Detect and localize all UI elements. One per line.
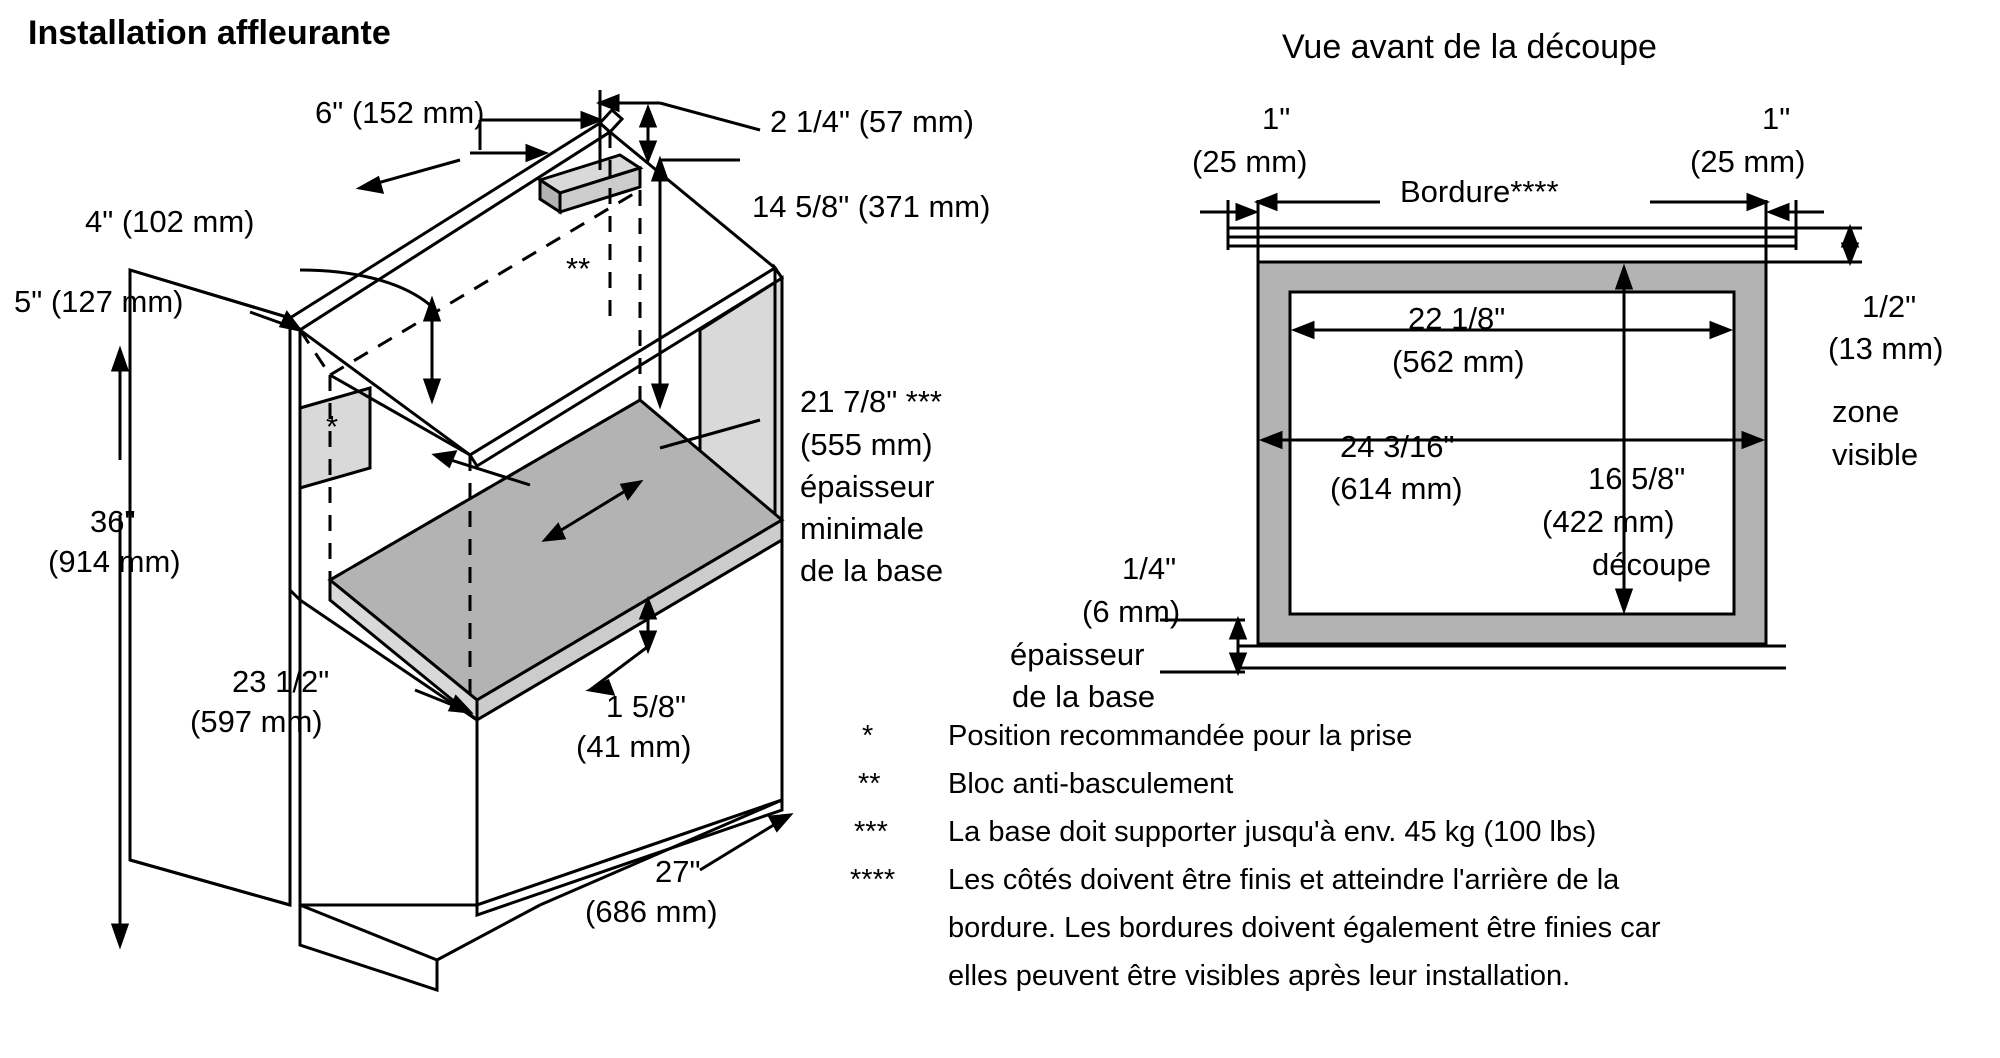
- base-note-line2: (555 mm): [800, 427, 933, 462]
- dim-23-1-2-value: 23 1/2": [232, 664, 330, 699]
- footnote-mark-3: ***: [854, 816, 888, 848]
- dim-23-1-2-mm: (597 mm): [190, 704, 323, 739]
- marker-outlet: *: [326, 409, 339, 444]
- dim-1-5-8-value: 1 5/8": [606, 689, 686, 724]
- visible-zone-mm: (13 mm): [1828, 331, 1944, 366]
- dim-5in: 5" (127 mm): [14, 284, 184, 319]
- footnote-text-4-cont1: bordure. Les bordures doivent également être finies car: [948, 912, 1661, 944]
- visible-zone-in: 1/2": [1862, 289, 1917, 324]
- right-top-right-mm: (25 mm): [1690, 144, 1806, 179]
- visible-zone-l2: visible: [1832, 437, 1919, 472]
- right-top-left-in: 1": [1262, 101, 1291, 136]
- cutout-inner-width-mm: (562 mm): [1392, 344, 1525, 379]
- dim-27in-value: 27": [655, 854, 701, 889]
- footnote-text-2: Bloc anti-basculement: [948, 768, 1234, 800]
- cutout-outer-width-in: 24 3/16": [1340, 429, 1455, 464]
- footnote-mark-4: ****: [850, 864, 896, 896]
- footnote-text-4-cont2: elles peuvent être visibles après leur installation.: [948, 960, 1571, 992]
- footnote-mark-1: *: [862, 720, 874, 752]
- footnote-text-4: Les côtés doivent être finis et atteindre l'arrière de la: [948, 864, 1620, 896]
- toe-kick: [300, 905, 437, 990]
- dim-36in-mm: (914 mm): [48, 544, 181, 579]
- cutout-height-in: 16 5/8": [1588, 461, 1686, 496]
- marker-antitip: **: [566, 251, 591, 286]
- base-thickness-mm: (6 mm): [1082, 594, 1181, 629]
- cutout-outer-width-mm: (614 mm): [1330, 471, 1463, 506]
- right-top-right-in: 1": [1762, 101, 1791, 136]
- bordure-label: Bordure****: [1400, 174, 1559, 209]
- footnote-mark-2: **: [858, 768, 881, 800]
- dim-6in: 6" (152 mm): [315, 95, 485, 130]
- footnote-text-1: Position recommandée pour la prise: [948, 720, 1413, 752]
- dim-1-5-8-mm: (41 mm): [576, 729, 692, 764]
- base-note-line3: épaisseur: [800, 469, 935, 504]
- base-thickness-in: 1/4": [1122, 551, 1177, 586]
- dim-4in: 4" (102 mm): [85, 204, 255, 239]
- page-title: Installation affleurante: [28, 14, 391, 52]
- cutout-inner-width-in: 22 1/8": [1408, 301, 1506, 336]
- base-note-line4: minimale: [800, 511, 925, 546]
- visible-zone-l1: zone: [1832, 394, 1900, 429]
- left-outer-wall: [130, 270, 290, 905]
- base-thickness-l2: de la base: [1012, 679, 1156, 714]
- footnote-text-3: La base doit supporter jusqu'à env. 45 kg (100 lbs): [948, 816, 1597, 848]
- cutout-height-label: découpe: [1592, 547, 1711, 582]
- base-thickness-l1: épaisseur: [1010, 637, 1145, 672]
- dim-14-5-8: 14 5/8" (371 mm): [752, 189, 991, 224]
- dim-2-1-4: 2 1/4" (57 mm): [770, 104, 974, 139]
- right-view-title: Vue avant de la découpe: [1282, 28, 1657, 66]
- dim-27in-mm: (686 mm): [585, 894, 718, 929]
- cutout-height-mm: (422 mm): [1542, 504, 1675, 539]
- base-note-line1: 21 7/8" ***: [800, 384, 942, 419]
- right-top-left-mm: (25 mm): [1192, 144, 1308, 179]
- base-note-line5: de la base: [800, 553, 944, 588]
- dim-36in-value: 36": [90, 504, 136, 539]
